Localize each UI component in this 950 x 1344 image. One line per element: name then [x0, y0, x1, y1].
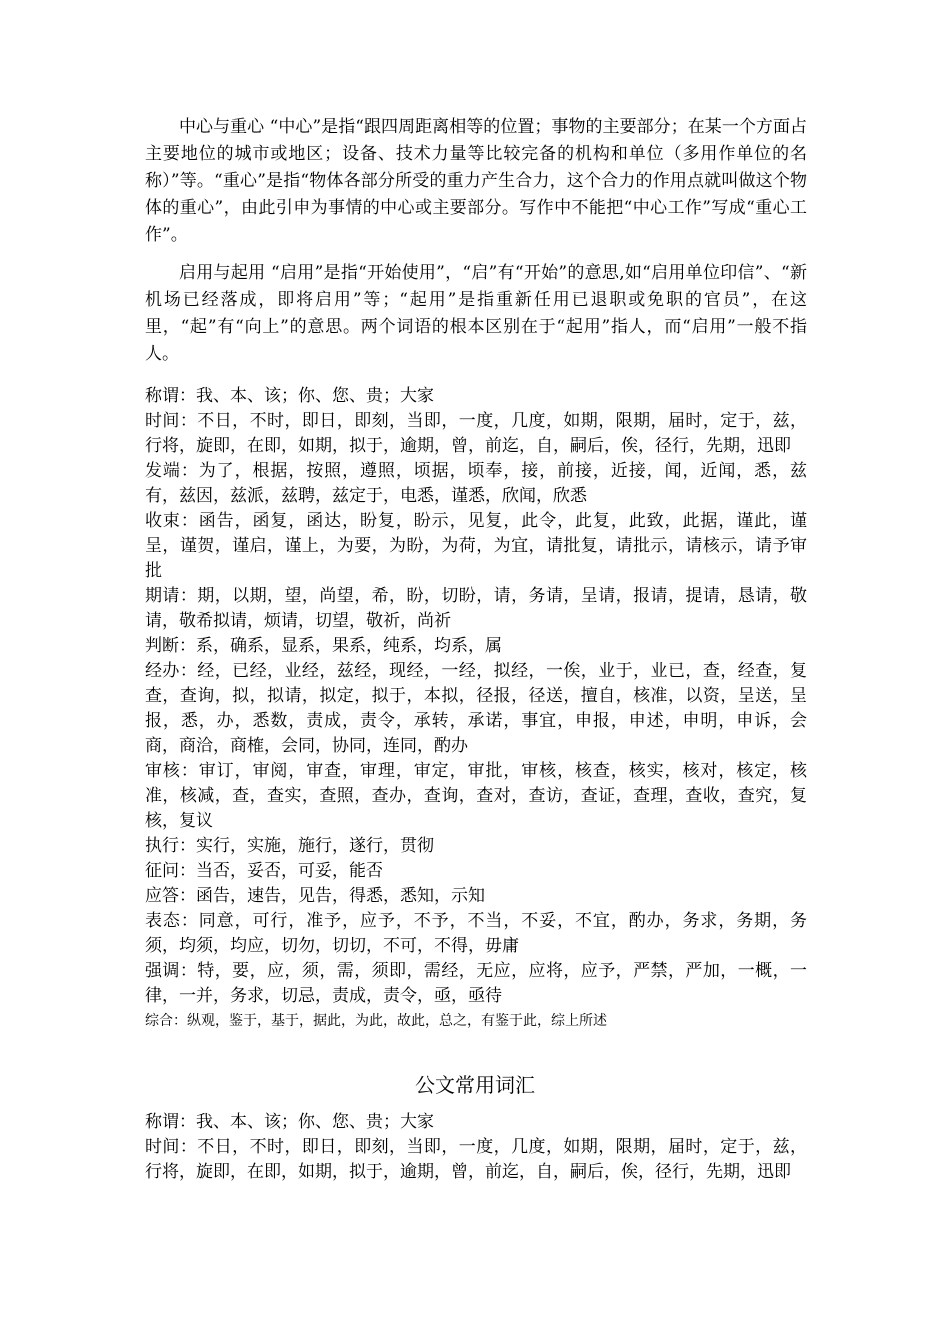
vocab-item-emphasis: 强调：特，要，应，须，需，须即，需经，无应，应将，应予，严禁，严加，一概，一律，一并，务求，切忌，责成，责令，亟，亟待	[145, 961, 807, 1006]
section-vocab-list	[145, 1110, 807, 1185]
vocab-item-inquiry: 征问：当否，妥否，可妥，能否	[145, 861, 383, 881]
vocab-item-reply: 应答：函告，速告，见告，得悉，悉知，示知	[145, 886, 485, 906]
vocab-item-stance: 表态：同意，可行，准予，应予，不予，不当，不妥，不宜，酌办，务求，务期，务须，均须，均应，切勿，切切，不可，不得，毋庸	[145, 911, 807, 956]
vocab-list	[145, 384, 807, 1034]
vocab-item-opening: 发端：为了，根据，按照，遵照，顷据，顷奉，接，前接，近接，闻，近闻，悉，兹有，兹因，兹派，兹聘，兹定于，电悉，谨悉，欣闻，欣悉	[145, 461, 807, 506]
section-item-time: 时间：不日，不时，即日，即刻，当即，一度，几度，如期，限期，届时，定于，兹，行将，旋即，在即，如期，拟于，逾期，曾，前迄，自，嗣后，俟，径行，先期，迅即	[145, 1137, 807, 1182]
section-title: 公文常用词汇	[415, 1073, 535, 1097]
vocab-item-time: 时间：不日，不时，即日，即刻，当即，一度，几度，如期，限期，届时，定于，兹，行将，旋即，在即，如期，拟于，逾期，曾，前迄，自，嗣后，俟，径行，先期，迅即	[145, 411, 807, 456]
paragraph-center-vs-gravity	[145, 114, 807, 249]
vocab-item-request: 期请：期，以期，望，尚望，希，盼，切盼，请，务请，呈请，报请，提请，恳请，敬请，敬希拟请，烦请，切望，敬祈，尚祈	[145, 586, 807, 631]
vocab-item-handling: 经办：经，已经，业经，兹经，现经，一经，拟经，一俟，业于，业已，查，经查，复查，查询，拟，拟请，拟定，拟于，本拟，径报，径送，擅自，核准，以资，呈送，呈报，悉，办，悉数，责成，责令，承转，承诺，事宜，申报，申述，申明，申诉，会商，商洽，商榷，会同，协同，连同，酌办	[145, 661, 807, 756]
vocab-item-summary: 综合：纵观，鉴于，基于，据此，为此，故此，总之，有鉴于此，综上所述	[145, 1013, 607, 1029]
vocab-item-execution: 执行：实行，实施，施行，遂行，贯彻	[145, 836, 434, 856]
paragraph-text: 中心与重心 “中心”是指“跟四周距离相等的位置；事物的主要部分；在某一个方面占主要地位的城市或地区；设备、技术力量等比较完备的机构和单位（多用作单位的名称）”等。“重心”是指“物体各部分所受的重力产生合力，这个合力的作用点就叫做这个物体的重心”，由此引申为事情的中心或主要部分。写作中不能把“中心工作”写成“重心工作”。	[145, 117, 807, 245]
vocab-item-judgment: 判断：系，确系，显系，果系，纯系，均系，属	[145, 636, 502, 656]
vocab-item-review: 审核：审订，审阅，审查，审理，审定，审批，审核，核查，核实，核对，核定，核准，核减，查，查实，查照，查办，查询，查对，查访，查证，查理，查收，查究，复核，复议	[145, 761, 807, 831]
section-item-address: 称谓：我、本、该；你、您、贵；大家	[145, 1112, 434, 1132]
paragraph-enable-vs-appoint	[145, 260, 807, 368]
vocab-item-address: 称谓：我、本、该；你、您、贵；大家	[145, 386, 434, 406]
vocab-item-closing: 收束：函告，函复，函达，盼复，盼示，见复，此令，此复，此致，此据，谨此，谨呈，谨贺，谨启，谨上，为要，为盼，为荷，为宜，请批复，请批示，请核示，请予审批	[145, 511, 807, 581]
paragraph-text: 启用与起用 “启用”是指“开始使用”，“启”有“开始”的意思,如“启用单位印信”、“新机场已经落成，即将启用”等；“起用”是指重新任用已退职或免职的官员”，在这里，“起”有“向上”的意思。两个词语的根本区别在于“起用”指人，而“启用”一般不指人。	[145, 263, 808, 364]
